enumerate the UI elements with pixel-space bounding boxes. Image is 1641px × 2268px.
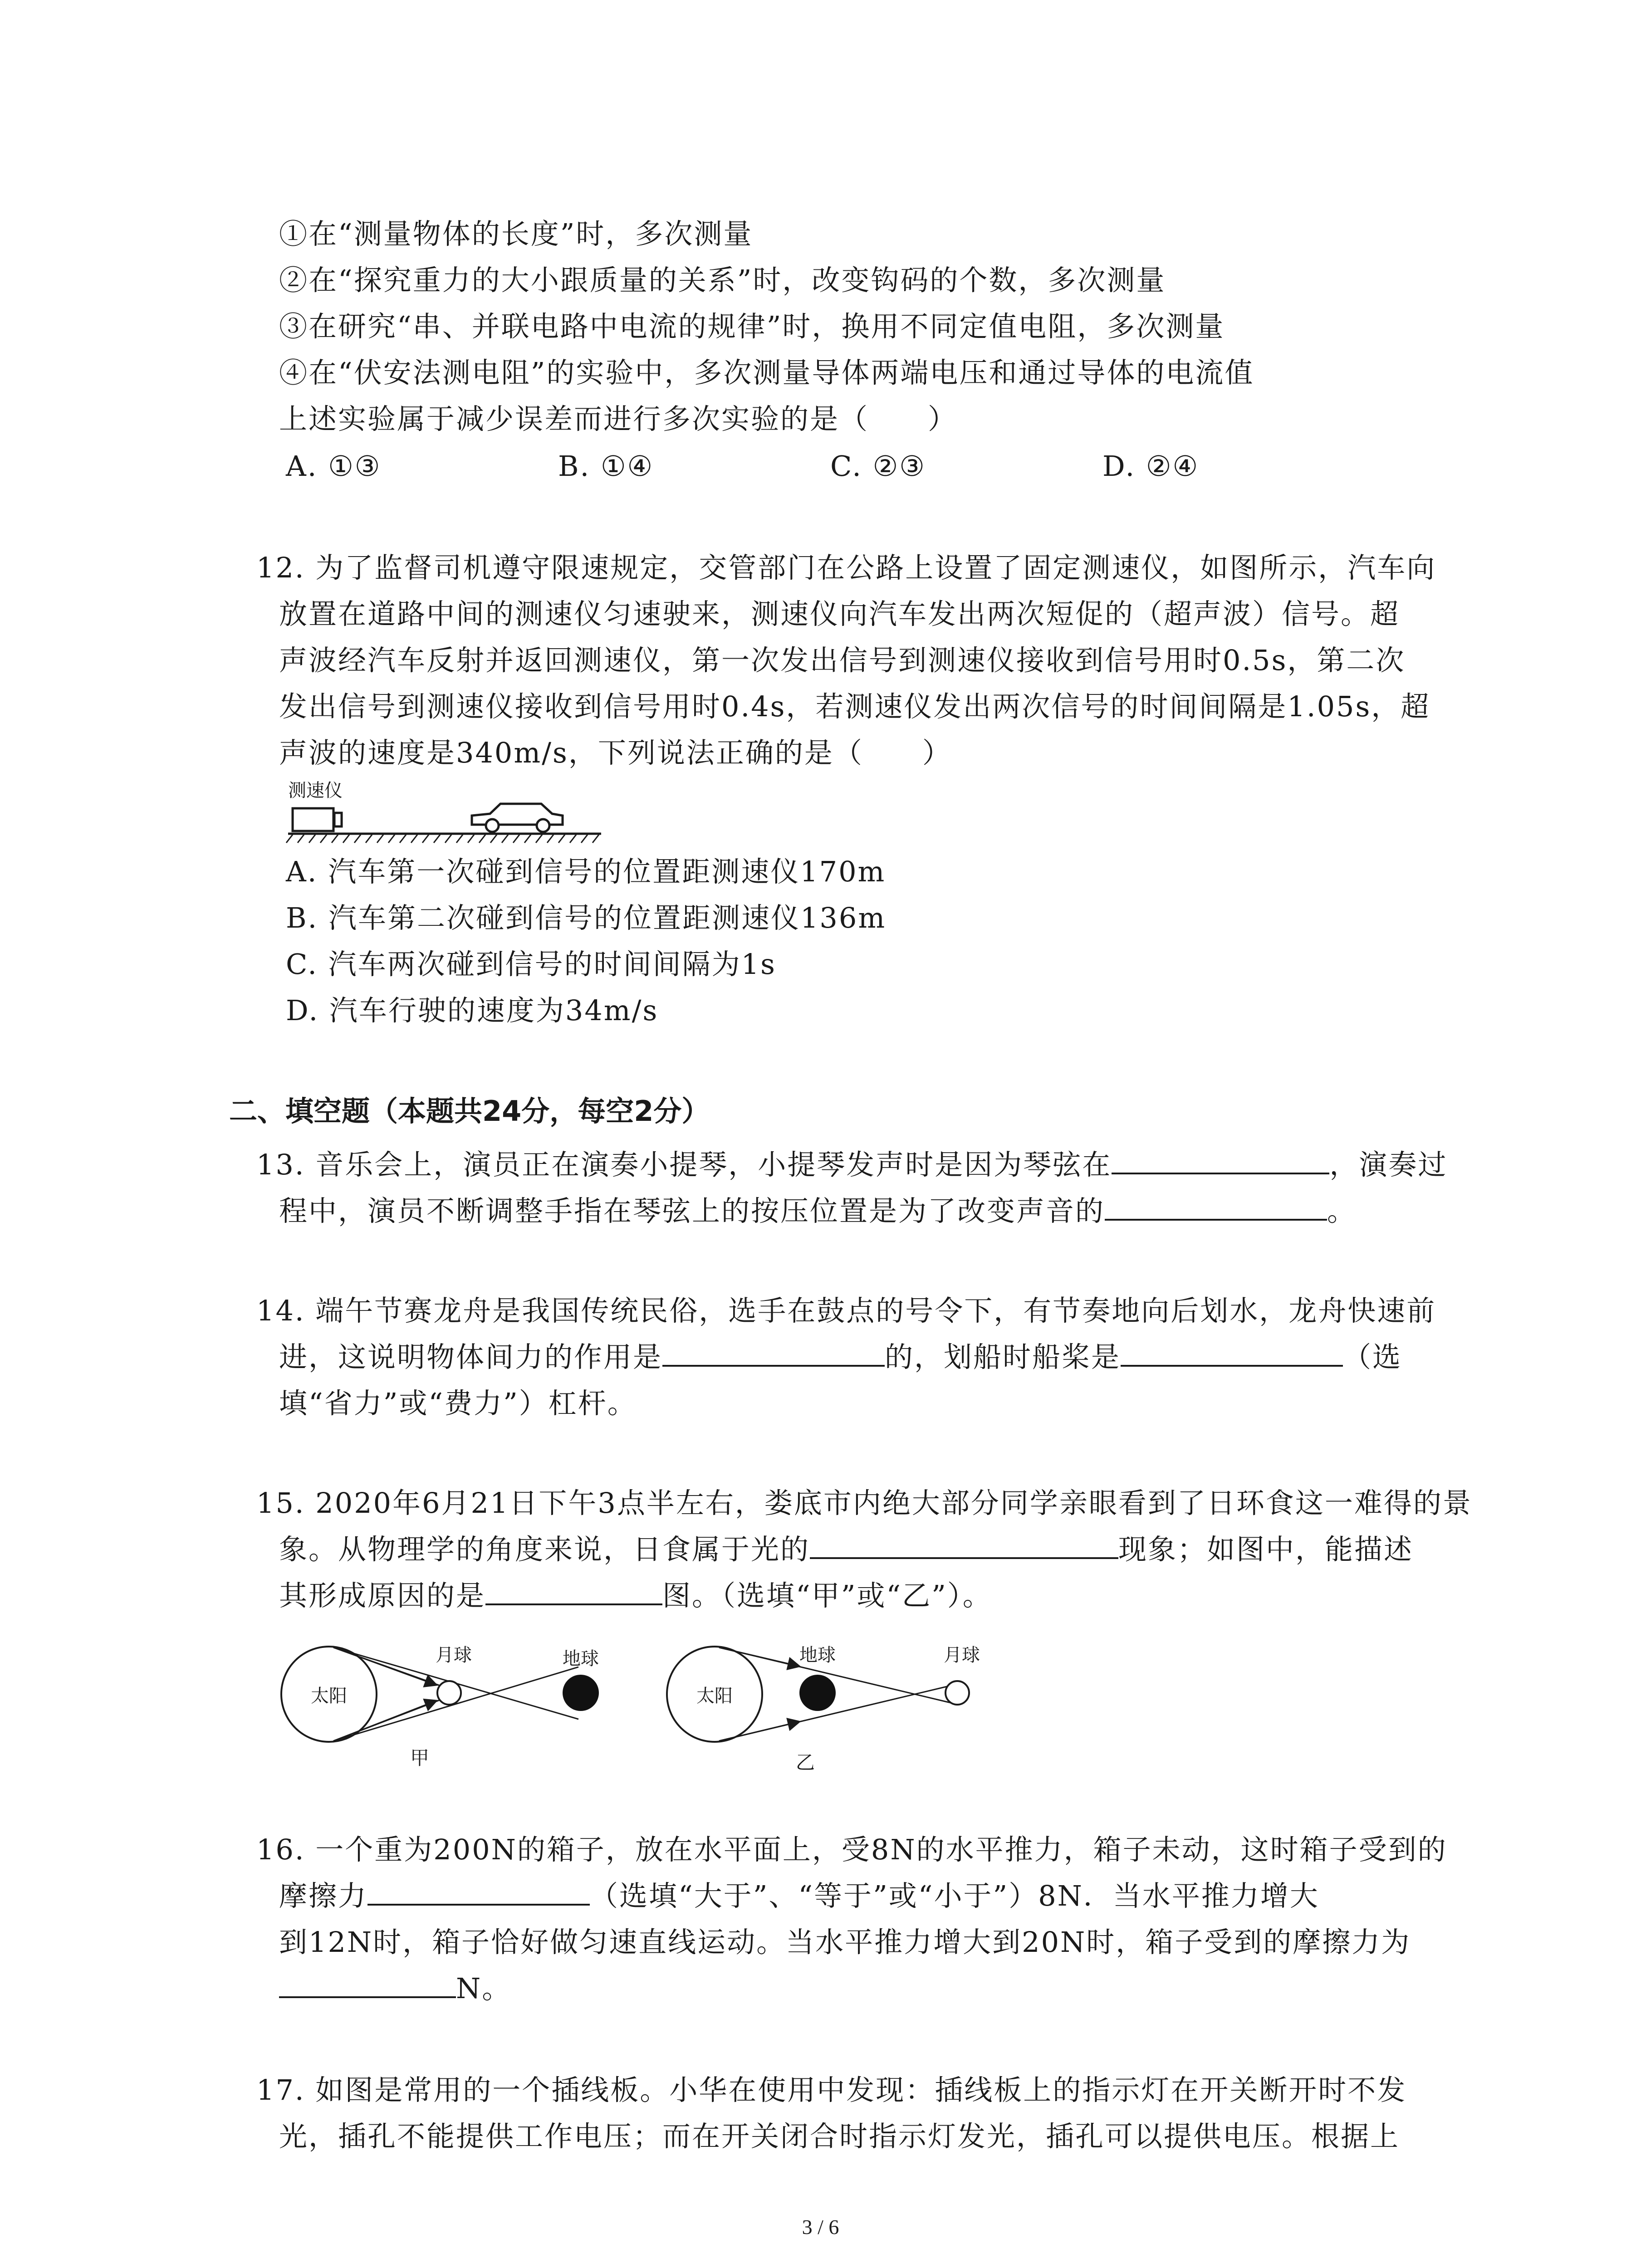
q13-line-2 xyxy=(279,1193,1357,1229)
q14-text-2c: （选 xyxy=(1343,1340,1402,1374)
q12-line-4: 发出信号到测速仪接收到信号用时0.4s，若测速仪发出两次信号的时间间隔是1.05s，超 xyxy=(279,690,1430,723)
q15-line-2 xyxy=(279,1531,1413,1568)
q11-option-c: C. ②③ xyxy=(830,450,926,483)
speed-camera-label: 测速仪 xyxy=(288,780,343,801)
q13-text-1a: 13. 音乐会上，演员正在演奏小提琴，小提琴发声时是因为琴弦在 xyxy=(256,1148,1112,1181)
q16-blank-1[interactable] xyxy=(367,1878,590,1906)
q11-option-d: D. ②④ xyxy=(1102,450,1200,483)
q15-text-3a: 其形成原因的是 xyxy=(279,1579,486,1612)
q12-option-c: C. 汽车两次碰到信号的时间间隔为1s xyxy=(286,948,776,981)
q12-line-5: 声波的速度是340m/s，下列说法正确的是（ ） xyxy=(279,736,952,769)
moon-b-label: 月球 xyxy=(944,1645,980,1666)
q16-text-2a: 摩擦力 xyxy=(279,1879,368,1912)
q11-item-2: ②在“探究重力的大小跟质量的关系”时，改变钩码的个数，多次测量 xyxy=(279,264,1166,297)
q13-blank-1[interactable] xyxy=(1112,1147,1329,1174)
q13-text-2a: 程中，演员不断调整手指在琴弦上的按压位置是为了改变声音的 xyxy=(279,1194,1105,1227)
q15-blank-1[interactable] xyxy=(810,1532,1118,1559)
caption-b: 乙 xyxy=(795,1751,815,1774)
section-2-title: 二、填空题（本题共24分，每空2分） xyxy=(229,1095,710,1128)
q15-text-2b: 现象；如图中，能描述 xyxy=(1118,1533,1414,1566)
q14-line-3: 填“省力”或“费力”）杠杆。 xyxy=(279,1387,637,1420)
q17-line-1: 17. 如图是常用的一个插线板。小华在使用中发现：插线板上的指示灯在开关断开时不发 xyxy=(256,2073,1407,2107)
speed-camera-figure xyxy=(284,776,610,848)
q15-text-3b: 图。（选填“甲”或“乙”）。 xyxy=(662,1579,992,1612)
moon-b xyxy=(945,1681,969,1705)
q14-text-2b: 的，划船时船桨是 xyxy=(885,1340,1121,1374)
q16-blank-2[interactable] xyxy=(279,1971,456,1998)
eclipse-diagram-a xyxy=(281,1645,599,1769)
earth-b xyxy=(799,1675,836,1711)
sun-a-label: 太阳 xyxy=(311,1686,347,1706)
eclipse-diagram-b xyxy=(667,1645,980,1774)
caption-a: 甲 xyxy=(410,1747,430,1769)
sun-b-label: 太阳 xyxy=(696,1686,733,1706)
car-wheel-rear xyxy=(537,819,549,832)
q11-option-b: B. ①④ xyxy=(558,450,654,483)
q13-text-1b: ，演奏过 xyxy=(1329,1148,1448,1181)
earth-a xyxy=(563,1675,599,1711)
q14-blank-1[interactable] xyxy=(662,1339,885,1367)
q15-line-3 xyxy=(279,1578,992,1614)
q12-option-b: B. 汽车第二次碰到信号的位置距测速仪136m xyxy=(286,901,887,934)
q12-line-2: 放置在道路中间的测速仪匀速驶来，测速仪向汽车发出两次短促的（超声波）信号。超 xyxy=(279,597,1400,631)
q17-line-2: 光，插孔不能提供工作电压；而在开关闭合时指示灯发光，插孔可以提供电压。根据上 xyxy=(279,2120,1400,2153)
q16-line-1: 16. 一个重为200N的箱子，放在水平面上，受8N的水平推力，箱子未动，这时箱子受到的 xyxy=(256,1833,1447,1866)
q15-line-1: 15. 2020年6月21日下午3点半左右，娄底市内绝大部分同学亲眼看到了日环食这一难得的景 xyxy=(256,1486,1472,1520)
q14-line-1: 14. 端午节赛龙舟是我国传统民俗，选手在鼓点的号令下，有节奏地向后划水，龙舟快速前 xyxy=(256,1294,1436,1327)
car-wheel-front xyxy=(486,819,499,832)
earth-a-label: 地球 xyxy=(563,1648,599,1669)
q12-line-3: 声波经汽车反射并返回测速仪，第一次发出信号到测速仪接收到信号用时0.5s，第二次 xyxy=(279,644,1406,677)
q13-text-2b: 。 xyxy=(1327,1194,1357,1227)
q15-blank-2[interactable] xyxy=(485,1578,662,1605)
page-number: 3 / 6 xyxy=(802,2215,839,2239)
q14-line-2 xyxy=(279,1339,1402,1375)
speed-camera-lens xyxy=(334,813,342,826)
q12-option-d: D. 汽车行驶的速度为34m/s xyxy=(286,994,659,1027)
q11-item-1: ①在“测量物体的长度”时，多次测量 xyxy=(279,217,753,250)
q16-line-4 xyxy=(279,1970,511,2007)
q16-line-3: 到12N时，箱子恰好做匀速直线运动。当水平推力增大到20N时，箱子受到的摩擦力为 xyxy=(279,1926,1411,1959)
earth-b-label: 地球 xyxy=(799,1645,836,1666)
q13-blank-2[interactable] xyxy=(1105,1193,1327,1221)
q14-text-2a: 进，这说明物体间力的作用是 xyxy=(279,1340,663,1374)
moon-a xyxy=(437,1681,461,1705)
q11-stem: 上述实验属于减少误差而进行多次实验的是（ ） xyxy=(279,402,958,435)
q12-option-a: A. 汽车第一次碰到信号的位置距测速仪170m xyxy=(286,855,886,888)
q11-option-a: A. ①③ xyxy=(286,450,382,483)
q12-line-1: 12. 为了监督司机遵守限速规定，交管部门在公路上设置了固定测速仪，如图所示，汽车向 xyxy=(256,551,1436,584)
moon-a-label: 月球 xyxy=(436,1645,472,1666)
q15-text-2a: 象。从物理学的角度来说，日食属于光的 xyxy=(279,1533,810,1566)
q16-line-2 xyxy=(279,1878,1319,1914)
speed-camera-body xyxy=(293,808,333,831)
eclipse-figure xyxy=(277,1628,1012,1778)
q16-text-2b: （选填“大于”、“等于”或“小于”）8N．当水平推力增大 xyxy=(590,1879,1319,1912)
q11-item-3: ③在研究“串、并联电路中电流的规律”时，换用不同定值电阻，多次测量 xyxy=(279,310,1225,343)
q13-line-1 xyxy=(256,1147,1447,1183)
q11-item-4: ④在“伏安法测电阻”的实验中，多次测量导体两端电压和通过导体的电流值 xyxy=(279,356,1254,389)
q16-text-4b: N。 xyxy=(456,1972,512,2005)
road-hatching xyxy=(286,835,599,843)
q14-blank-2[interactable] xyxy=(1121,1339,1343,1367)
